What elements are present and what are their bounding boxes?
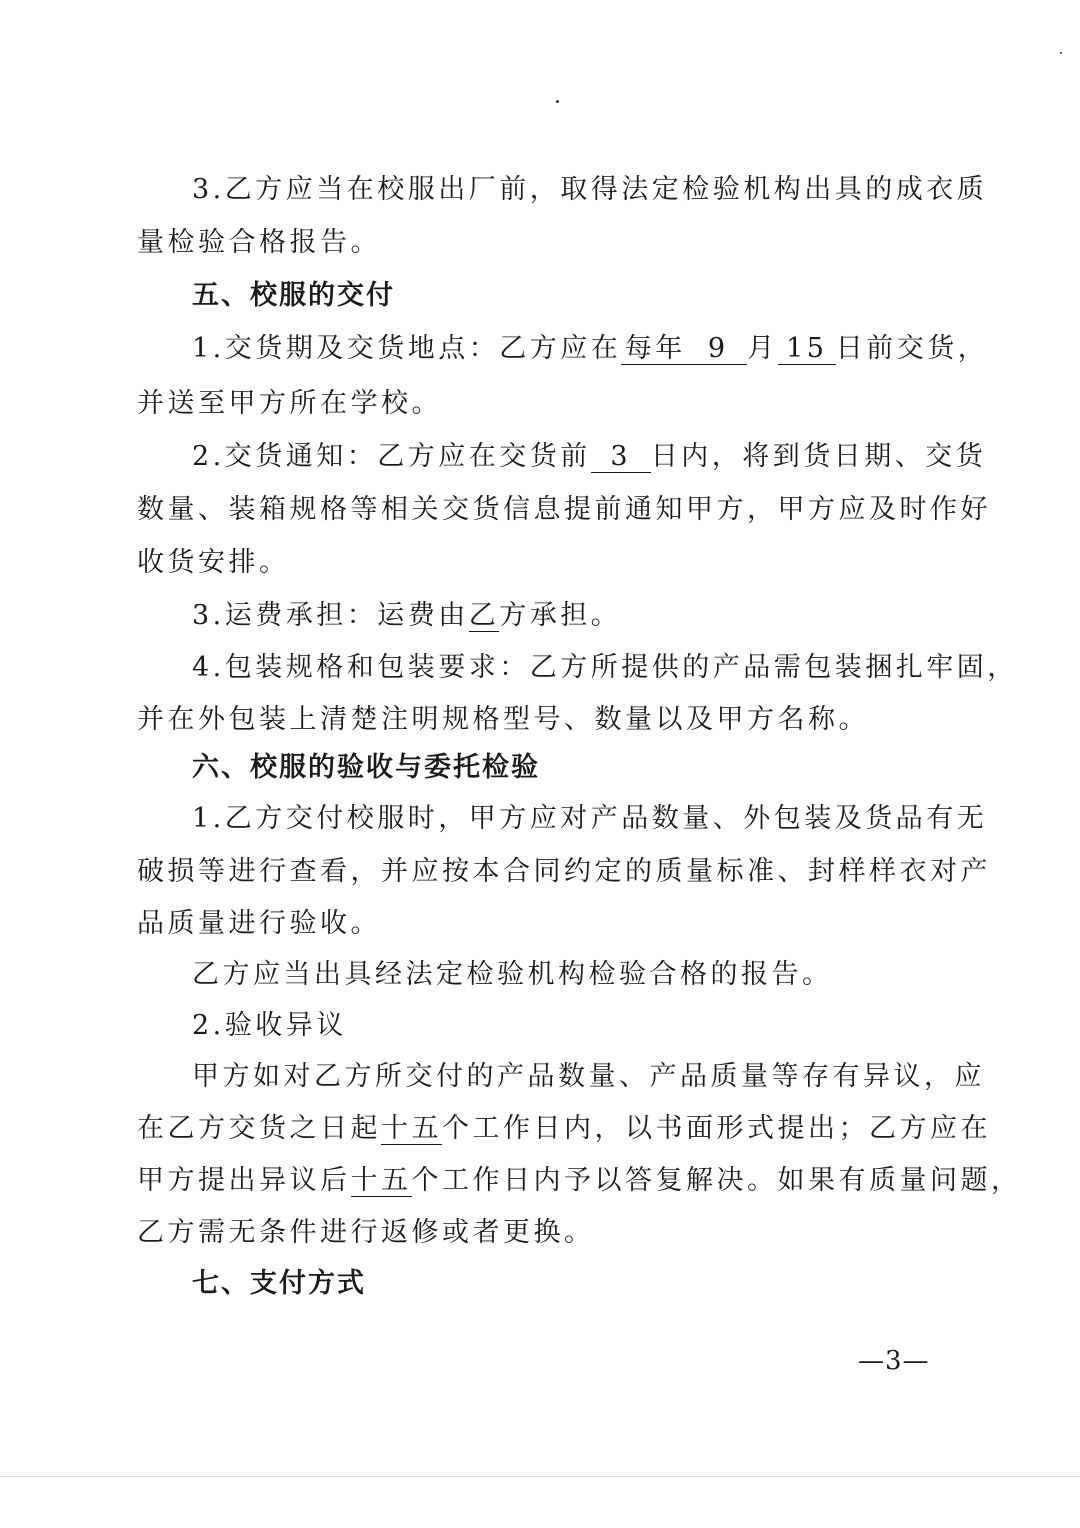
s5-item2-suffix: 日内，将到货日期、交货: [650, 441, 987, 472]
s6-item1-line2: 破损等进行查看，并应按本合同约定的质量标准、封样样衣对产: [137, 856, 991, 887]
s5-item2-line3: 收货安排。: [137, 547, 290, 578]
s5-item2-line1: [192, 439, 986, 475]
section7-heading: 七、支付方式: [192, 1268, 366, 1299]
blank-freight-party: 乙: [468, 600, 500, 631]
s5-item1-month-label: 月: [747, 333, 778, 364]
s6-item2-title: 2.验收异议: [192, 1010, 347, 1041]
blank-objection-period: 十五: [381, 1113, 442, 1144]
s6-objection-line3: [137, 1163, 1022, 1199]
scan-speck: [1060, 52, 1062, 54]
blank-reply-period: 十五: [350, 1165, 412, 1196]
blank-notice-days: 3: [591, 442, 651, 473]
s6-objection-line2-prefix: 在乙方交货之日起: [137, 1113, 381, 1144]
s6-objection-line2-suffix: 个工作日内，以书面形式提出；乙方应在: [442, 1113, 991, 1144]
s5-item1-prefix: 1.交货期及交货地点：乙方应在: [192, 333, 622, 364]
s5-item3-suffix: 方承担。: [499, 600, 622, 631]
page-number: —3—: [858, 1346, 930, 1376]
blank-day: 15: [778, 334, 836, 365]
s5-item1-suffix: 日前交货，: [835, 333, 989, 364]
s5-item4-line2: 并在外包装上清楚注明规格型号、数量以及甲方名称。: [137, 704, 869, 735]
s6-objection-line3-prefix: 甲方提出异议后: [137, 1165, 351, 1196]
s6-item1-line3: 品质量进行验收。: [137, 908, 381, 939]
blank-every-year: 每年: [621, 334, 689, 365]
section5-heading: 五、校服的交付: [192, 280, 395, 311]
s6-objection-line1: 甲方如对乙方所交付的产品数量、产品质量等存有异议，应: [192, 1061, 985, 1092]
s6-objection-line3-suffix: 个工作日内予以答复解决。如果有质量问题，: [411, 1165, 1022, 1196]
s4-item3-line2: 量检验合格报告。: [137, 227, 381, 258]
s6-report-line: 乙方应当出具经法定检验机构检验合格的报告。: [192, 959, 833, 990]
s5-item3-prefix: 3.运费承担：运费由: [192, 600, 469, 631]
s5-item2-prefix: 2.交货通知：乙方应在交货前: [192, 441, 591, 472]
section6-heading: 六、校服的验收与委托检验: [192, 752, 540, 783]
scan-edge-line: [0, 1476, 1080, 1477]
scan-speck: [556, 100, 559, 103]
blank-month: 9: [689, 334, 747, 365]
s6-objection-line4: 乙方需无条件进行返修或者更换。: [137, 1217, 595, 1248]
s5-item3-line: [192, 598, 621, 634]
s5-item2-line2: 数量、装箱规格等相关交货信息提前通知甲方，甲方应及时作好: [137, 494, 991, 525]
s4-item3-line1: 3.乙方应当在校服出厂前，取得法定检验机构出具的成衣质: [192, 174, 988, 205]
s6-item1-line1: 1.乙方交付校服时，甲方应对产品数量、外包装及货品有无: [192, 803, 988, 834]
s5-item4-line1: 4.包装规格和包装要求：乙方所提供的产品需包装捆扎牢固，: [192, 652, 1018, 683]
s5-item1-line2: 并送至甲方所在学校。: [137, 388, 442, 419]
s6-objection-line2: [137, 1111, 991, 1147]
s5-item1-line1: [192, 331, 988, 367]
